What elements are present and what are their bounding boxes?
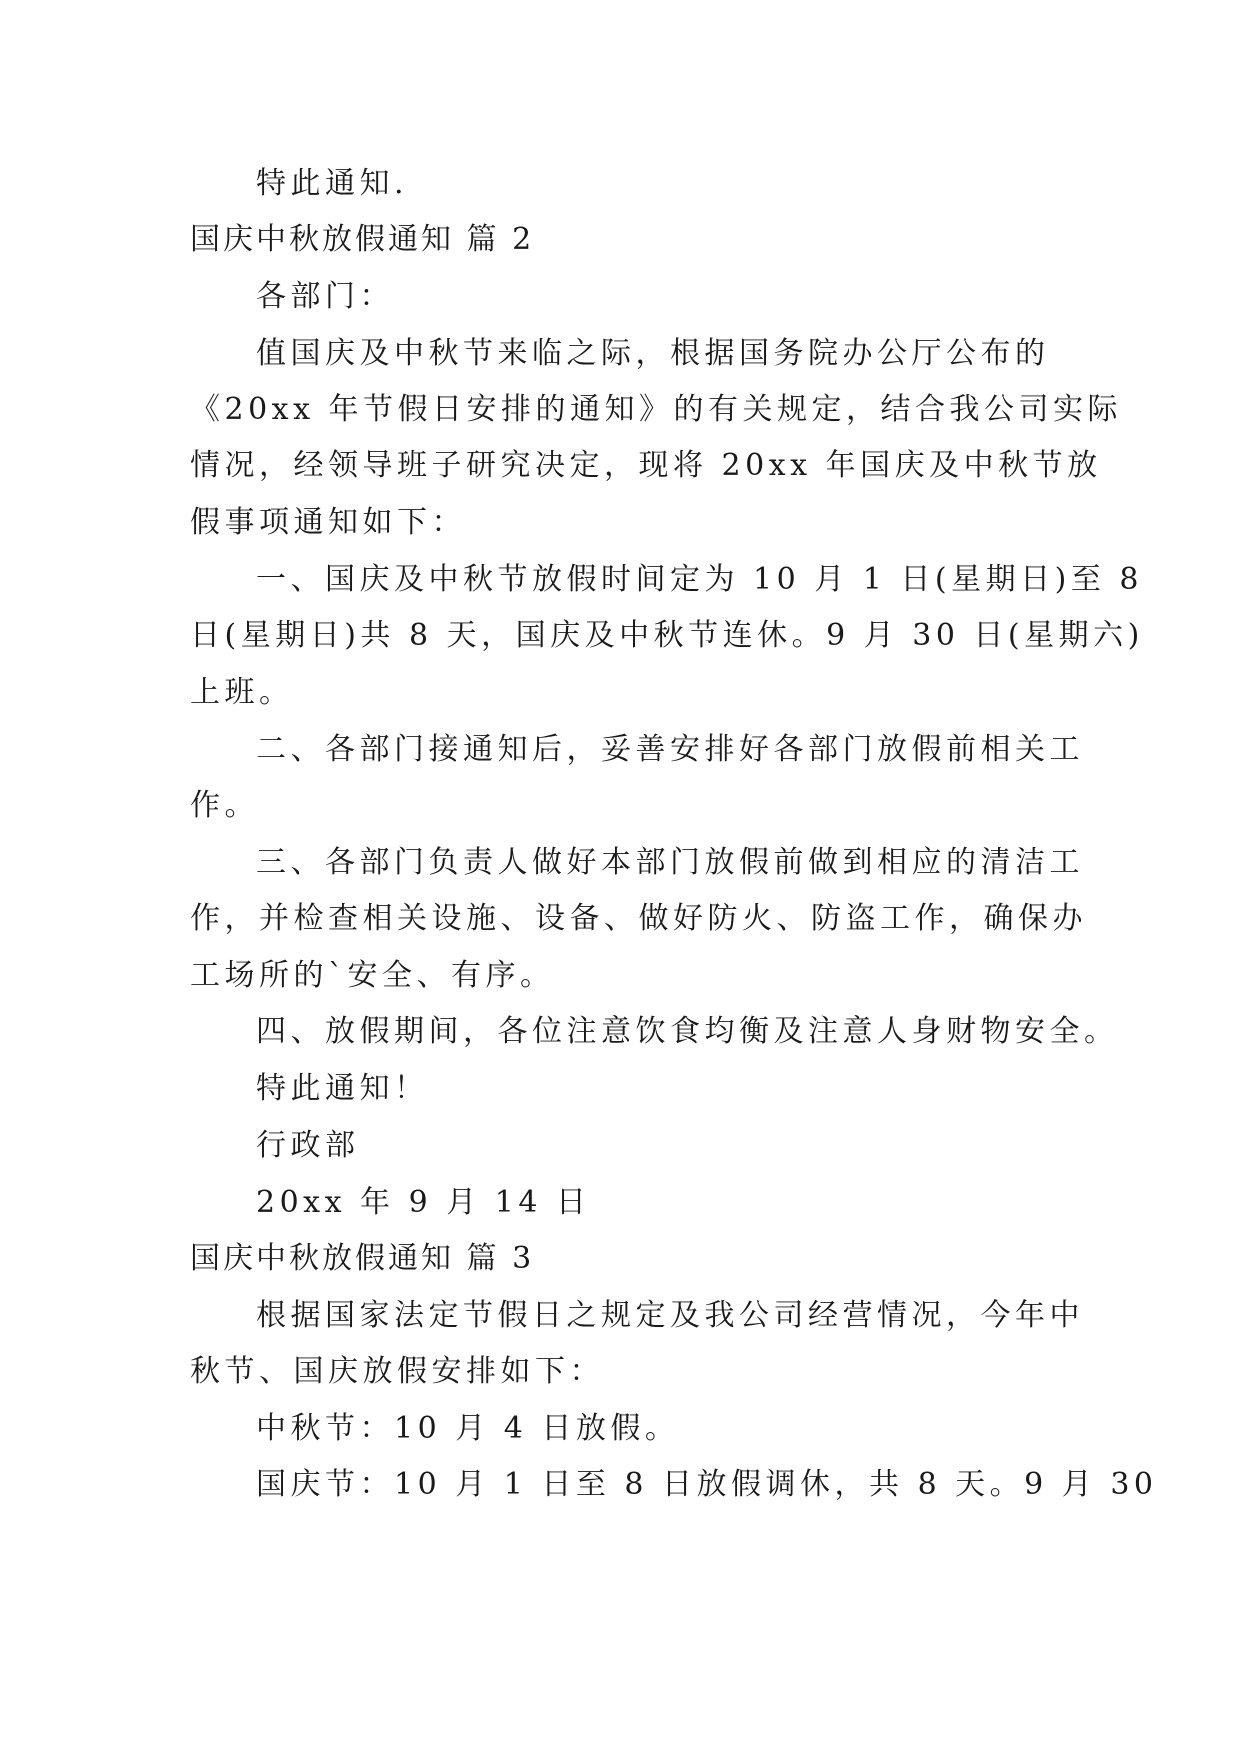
closing-text: 特此通知. <box>256 166 409 201</box>
signature-date: 20xx 年 9 月 14 日 <box>256 1185 591 1220</box>
section-heading-2: 国庆中秋放假通知 篇 2 <box>190 222 535 257</box>
item-three-line: 三、各部门负责人做好本部门放假前做到相应的清洁工 <box>256 845 1084 880</box>
closing-text: 特此通知！ <box>256 1071 429 1106</box>
paragraph-line: 根据国家法定节假日之规定及我公司经营情况，今年中 <box>256 1298 1084 1333</box>
item-two-line: 作。 <box>190 788 259 823</box>
national-day-schedule: 国庆节：10 月 1 日至 8 日放假调休，共 8 天。9 月 30 <box>256 1467 1158 1502</box>
paragraph-line: 《20xx 年节假日安排的通知》的有关规定，结合我公司实际 <box>190 392 1123 427</box>
paragraph-line: 假事项通知如下： <box>190 505 466 540</box>
item-one-line: 上班。 <box>190 675 294 710</box>
item-three-line: 作，并检查相关设施、设备、做好防火、防盗工作，确保办 <box>190 901 1087 936</box>
salutation: 各部门： <box>256 279 394 314</box>
paragraph-line: 值国庆及中秋节来临之际，根据国务院办公厅公布的 <box>256 336 1050 371</box>
paragraph-line: 情况，经领导班子研究决定，现将 20xx 年国庆及中秋节放 <box>190 448 1102 483</box>
item-four-line: 四、放假期间，各位注意饮食均衡及注意人身财物安全。 <box>256 1014 1119 1049</box>
item-three-line: 工场所的`安全、有序。 <box>190 958 555 993</box>
signature-department: 行政部 <box>256 1128 360 1163</box>
paragraph-line: 秋节、国庆放假安排如下： <box>190 1354 604 1389</box>
item-one-line: 日(星期日)共 8 天，国庆及中秋节连休。9 月 30 日(星期六) <box>190 618 1144 653</box>
mid-autumn-schedule: 中秋节：10 月 4 日放假。 <box>256 1411 680 1446</box>
item-two-line: 二、各部门接通知后，妥善安排好各部门放假前相关工 <box>256 732 1084 767</box>
section-heading-3: 国庆中秋放假通知 篇 3 <box>190 1241 535 1276</box>
item-one-line: 一、国庆及中秋节放假时间定为 10 月 1 日(星期日)至 8 <box>256 562 1143 597</box>
